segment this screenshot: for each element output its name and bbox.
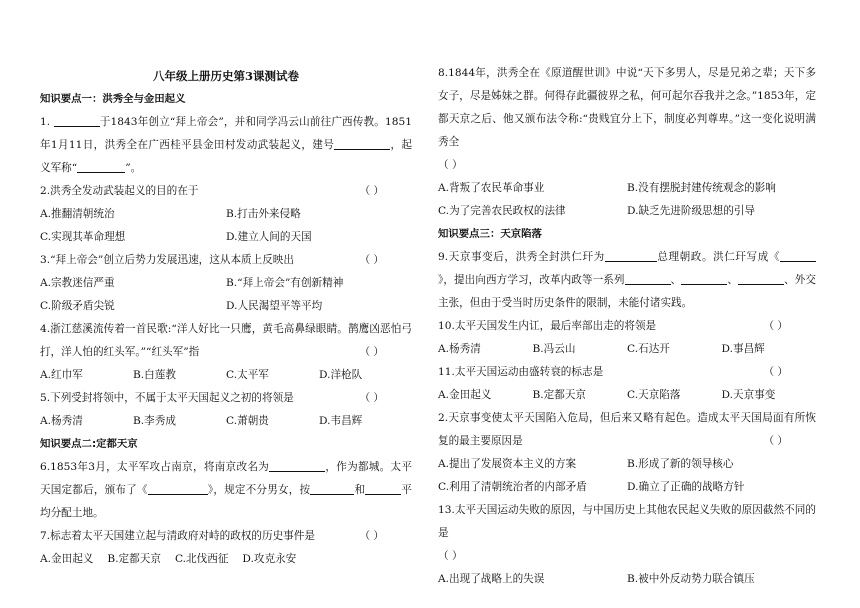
answer-blank[interactable] <box>605 249 657 262</box>
question-6: 6.1853年3月，太平军攻占南京，将南京改名为 ，作为都城。太平天国定都后，颁布了《 》，规定不分男女，按 和 平均分配土地。 <box>40 461 413 519</box>
option-c[interactable]: C.石达开 <box>627 343 670 355</box>
answer-paren[interactable]: （ ） <box>359 346 384 358</box>
question-8-paren-line <box>438 154 816 177</box>
option-c[interactable]: C.北伐西征 <box>174 553 229 565</box>
option-a[interactable]: A.杨秀清 <box>40 415 83 427</box>
question-4-options <box>40 364 412 387</box>
answer-paren[interactable]: （ ） <box>438 159 463 171</box>
question-1: 1. 于1843年创立“拜上帝会”，并和同学冯云山前往广西传教。1851年1月11日，洪秀全在广西桂平县金田村发动武装起义，建号 ，起义军称“ ”。 <box>40 116 413 174</box>
section-heading-1: 知识要点一：洪秀全与金田起义 <box>40 93 186 105</box>
question-13-paren-line <box>438 545 816 568</box>
option-b[interactable]: B.冯云山 <box>532 343 576 355</box>
option-a[interactable]: A.提出了发展资本主义的方案 <box>438 458 577 470</box>
answer-blank[interactable] <box>738 272 784 285</box>
right-column <box>438 62 816 591</box>
option-c[interactable]: C.实现其革命理想 <box>40 231 126 243</box>
question-11: 11.太平天国运动由盛转衰的标志是 （ ） <box>438 361 816 384</box>
answer-blank[interactable] <box>310 482 354 495</box>
answer-paren[interactable]: （ ） <box>438 550 463 562</box>
option-c[interactable]: C.为了完善农民政权的法律 <box>438 205 566 217</box>
option-c[interactable]: C.天京陷落 <box>627 389 681 401</box>
answer-blank[interactable] <box>54 114 100 127</box>
answer-blank[interactable] <box>780 249 816 262</box>
option-c[interactable]: C.萧朝贵 <box>226 415 269 427</box>
left-column <box>40 62 412 571</box>
option-b[interactable]: B.定都天京 <box>107 553 161 565</box>
option-b[interactable]: B.形成了新的领导核心 <box>627 458 734 470</box>
answer-paren[interactable]: （ ） <box>763 320 788 332</box>
answer-paren[interactable]: （ ） <box>763 366 788 378</box>
question-12-options <box>438 453 816 476</box>
question-8-options-2 <box>438 200 816 223</box>
section-heading-3: 知识要点三：天京陷落 <box>438 228 542 240</box>
question-5: 5.下列受封将领中，不属于太平天国起义之初的将领是 （ ） <box>40 387 412 410</box>
option-a[interactable]: A.背叛了农民革命事业 <box>438 182 545 194</box>
question-4: 4.浙江慈溪流传着一首民歌:“洋人好比一只鹰，黄毛高鼻绿眼睛。鹊鹰凶恶怕弓打，洋人怕的红头军。”“红头军”指 （ ） <box>40 318 412 364</box>
option-c[interactable]: C.太平军 <box>226 369 269 381</box>
option-d[interactable]: D.洋枪队 <box>319 369 363 381</box>
option-d[interactable]: D.攻克永安 <box>242 553 297 565</box>
option-a[interactable]: A.推翻清朝统治 <box>40 208 115 220</box>
answer-paren[interactable]: （ ） <box>359 185 384 197</box>
answer-blank[interactable] <box>148 482 208 495</box>
page-title: 八年级上册历史第3课测试卷 <box>152 69 299 83</box>
question-3: 3.“拜上帝会”创立后势力发展迅速，这从本质上反映出 （ ） <box>40 249 412 272</box>
option-a[interactable]: A.金田起义 <box>438 389 492 401</box>
question-7-options <box>40 548 412 571</box>
option-b[interactable]: B.打击外来侵略 <box>226 208 301 220</box>
option-d[interactable]: D.事昌辉 <box>721 343 765 355</box>
answer-blank[interactable] <box>681 272 727 285</box>
question-12: 2.天京事变使太平天国陷入危局，但后来又略有起色。造成太平天国局面有所恢复的最主要原因是 （ ） <box>438 407 816 453</box>
question-2-options <box>40 203 412 226</box>
question-3-options-2 <box>40 295 412 318</box>
question-10-options <box>438 338 816 361</box>
question-9: 9.天京事变后，洪秀全封洪仁玕为 总理朝政。洪仁玕写成《》，提出向西方学习，改革内政等一系列 、 、 、外交主张，但由于受当时历史条件的限制，未能付诸实践。 <box>438 251 817 309</box>
option-c[interactable]: C.利用了清朝统治者的内部矛盾 <box>438 481 587 493</box>
option-a[interactable]: A.出现了战略上的失误 <box>438 573 545 585</box>
option-c[interactable]: C.阶级矛盾尖锐 <box>40 300 115 312</box>
question-8-options <box>438 177 816 200</box>
question-2-options-2 <box>40 226 412 249</box>
option-a[interactable]: A.宗教迷信严重 <box>40 277 115 289</box>
question-13-options <box>438 568 816 591</box>
question-11-options <box>438 384 816 407</box>
option-b[interactable]: B.没有摆脱封建传统观念的影响 <box>627 182 776 194</box>
option-d[interactable]: D.人民渴望平等平均 <box>226 300 323 312</box>
answer-paren[interactable]: （ ） <box>359 254 384 266</box>
option-b[interactable]: B.“拜上帝会”有创新精神 <box>226 277 344 289</box>
option-a[interactable]: A.金田起义 <box>40 553 94 565</box>
answer-blank[interactable] <box>625 272 671 285</box>
answer-paren[interactable]: （ ） <box>359 530 384 542</box>
option-d[interactable]: D.缺乏先进阶级思想的引导 <box>627 205 756 217</box>
answer-paren[interactable]: （ ） <box>359 392 384 404</box>
option-b[interactable]: B.李秀成 <box>133 415 176 427</box>
option-b[interactable]: B.定都天京 <box>532 389 587 401</box>
option-b[interactable]: B.白莲教 <box>133 369 176 381</box>
question-13: 13.太平天国运动失败的原因，与中国历史上其他农民起义失败的原因截然不同的是 <box>438 504 816 539</box>
option-d[interactable]: D.建立人间的天国 <box>226 231 312 243</box>
answer-paren[interactable]: （ ） <box>763 435 788 447</box>
option-d[interactable]: D.韦昌辉 <box>319 415 363 427</box>
option-d[interactable]: D.天京事变 <box>721 389 776 401</box>
question-5-options <box>40 410 412 433</box>
answer-blank[interactable] <box>269 459 325 472</box>
answer-blank[interactable] <box>334 137 390 150</box>
question-12-options-2 <box>438 476 816 499</box>
question-8: 8.1844年，洪秀全在《原道醒世训》中说“天下多男人，尽是兄弟之辈；天下多女子，尽是姊妹之群。何得存此疆彼界之私，何可起尔吞我并之念。”1853年，定都天京之后、他又颁布法令称:“贵贱宜分上下，制度必判尊卑。”这一变化说明满秀全 <box>438 67 816 148</box>
question-3-options <box>40 272 412 295</box>
option-a[interactable]: A.杨秀清 <box>438 343 481 355</box>
answer-blank[interactable] <box>77 160 125 173</box>
question-2: 2.洪秀全发动武装起义的目的在于 （ ） <box>40 180 412 203</box>
option-d[interactable]: D.确立了正确的战略方针 <box>627 481 745 493</box>
answer-blank[interactable] <box>365 482 401 495</box>
option-a[interactable]: A.红巾军 <box>40 369 83 381</box>
question-7: 7.标志着太平天国建立起与清政府对峙的政权的历史事件是 （ ） <box>40 525 412 548</box>
section-heading-2: 知识要点二:定都天京 <box>40 438 138 450</box>
question-10: 10.太平天国发生内讧，最后率部出走的将领是 （ ） <box>438 315 816 338</box>
option-b[interactable]: B.被中外反动势力联合镇压 <box>627 573 755 585</box>
